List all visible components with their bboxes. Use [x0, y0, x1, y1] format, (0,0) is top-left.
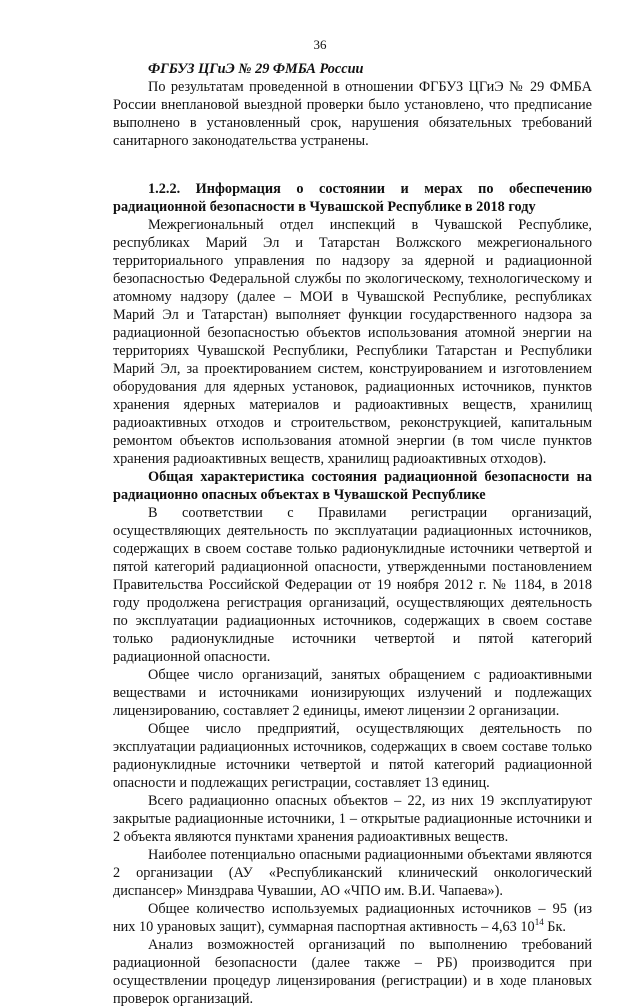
page-number: 36 [313, 37, 327, 52]
paragraph: Наиболее потенциально опасными радиационными объектами являются 2 организации (АУ «Республиканский клинический онкологический диспансер» Минздрава Чувашии, АО «ЧПО им. В.И. Чапаева»). [113, 847, 592, 899]
paragraph: В соответствии с Правилами регистрации организаций, осуществляющих деятельность по эксплуатации радиационных источников, содержащих в своем составе только радионуклидные источники четвертой и пятой категорий радиационной опасности, утвержденными постановлением Правительства Российской Федерации от 19 ноября 2012 г. № 1184, в 2018 году продолжена регистрация организаций, осуществляющих деятельность по эксплуатации радиационных источников, содержащих в своем составе только радионуклидные источники четвертой и пятой категорий радиационной опасности. [113, 505, 592, 665]
paragraph: Всего радиационно опасных объектов – 22, из них 19 эксплуатируют закрытые радиационные источники, 1 – открытые радиационные источники и 2 объекта являются пунктами хранения радиоактивных веществ. [113, 793, 592, 845]
paragraph: Общее число организаций, занятых обращением с радиоактивными веществами и источниками ионизирующих излучений и подлежащих лицензированию, составляет 2 единицы, имеют лицензии 2 организации. [113, 667, 592, 719]
section-heading: 1.2.2. Информация о состоянии и мерах по обеспечению радиационной безопасности в Чувашской Республике в 2018 году [113, 181, 592, 215]
page-content [113, 60, 592, 1008]
paragraph: По результатам проведенной в отношении ФГБУЗ ЦГиЭ № 29 ФМБА России внеплановой выездной проверки было установлено, что предписание выполнено в установленный срок, нарушения обязательных требований санитарного законодательства устранены. [113, 79, 592, 149]
paragraph-text: Бк. [543, 919, 567, 935]
subsection-heading: Общая характеристика состояния радиационной безопасности на радиационно опасных объектах в Чувашской Республике [113, 469, 592, 503]
organization-heading: ФГБУЗ ЦГиЭ № 29 ФМБА России [148, 61, 364, 77]
paragraph [113, 900, 592, 936]
paragraph-text: Общее количество используемых радиационных источников – 95 (из них 10 урановых защит), суммарная паспортная активность – 4,63 10 [113, 901, 592, 935]
paragraph: Межрегиональный отдел инспекций в Чувашской Республике, республиках Марий Эл и Татарстан Волжского межрегионального территориального управления по надзору за ядерной и радиационной безопасностью Федеральной службы по экологическому, технологическому и атомному надзору (далее – МОИ в Чувашской Республике, республиках Марий Эл и Татарстан) выполняет функции государственного надзора за радиационной безопасностью объектов использования атомной энергии на территориях Чувашской Республики, Республики Татарстан и Республики Марий Эл, за проектированием систем, конструированием и изготовлением оборудования для ядерных установок, радиационных источников, пунктов хранения ядерных материалов и радиоактивных веществ, хранилищ радиоактивных отходов и строительством, реконструкцией, капитальным ремонтом объектов использования атомной энергии (в том числе пунктов хранения радиоактивных веществ, хранилищ радиоактивных отходов). [113, 217, 592, 467]
paragraph: Общее число предприятий, осуществляющих деятельность по эксплуатации радиационных источников, содержащих в своем составе только радионуклидные источники четвертой и пятой категорий радиационной опасности и подлежащих регистрации, составляет 13 единиц. [113, 721, 592, 791]
paragraph: Анализ возможностей организаций по выполнению требований радиационной безопасности (далее также – РБ) производится при осуществлении процедур лицензирования (регистрации) и в ходе плановых проверок организаций. [113, 937, 592, 1007]
exponent: 14 [534, 917, 544, 928]
